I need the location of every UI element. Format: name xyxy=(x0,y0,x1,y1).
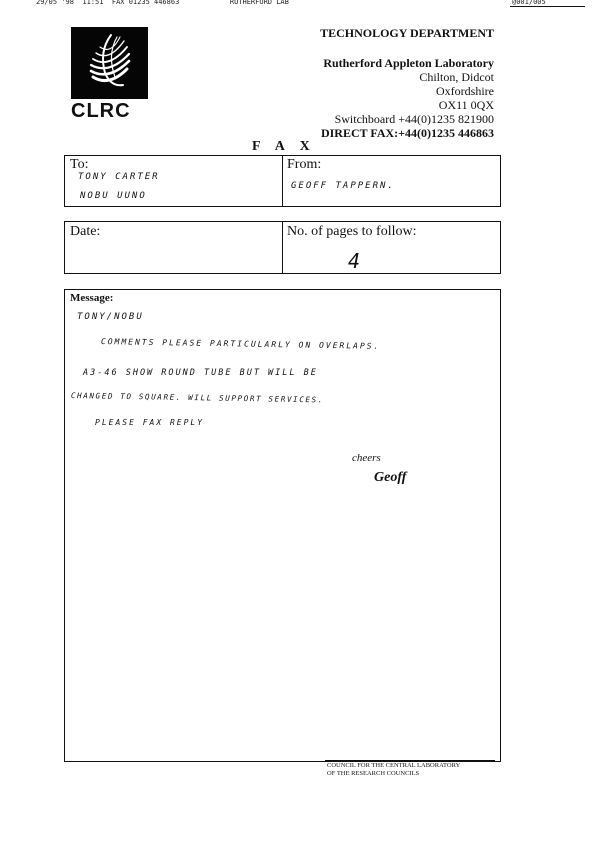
to-recipient-2: NOBU UUNO xyxy=(80,191,147,201)
message-line-4: CHANGED TO SQUARE. WILL SUPPORT SERVICES. xyxy=(70,391,325,405)
message-line-2: COMMENTS PLEASE PARTICULARLY ON OVERLAPS. xyxy=(100,337,381,351)
message-line-3: A3-46 SHOW ROUND TUBE BUT WILL BE xyxy=(83,368,318,378)
message-label: Message: xyxy=(70,292,114,304)
to-recipient-1: TONY CARTER xyxy=(78,172,160,182)
fax-transmission-header: 29/05 '98 11:51 FAX 01235 446863 RUTHERFORD LAB xyxy=(36,0,344,6)
logo-wordmark: CLRC xyxy=(71,100,131,122)
footer-line-1: COUNCIL FOR THE CENTRAL LABORATORY xyxy=(327,762,461,769)
to-from-box xyxy=(64,155,501,207)
address-line-1: Chilton, Didcot xyxy=(419,70,494,84)
message-box xyxy=(64,289,501,762)
pages-label: No. of pages to follow: xyxy=(287,224,417,239)
from-label: From: xyxy=(287,157,322,172)
address-line-2: Oxfordshire xyxy=(436,84,494,98)
from-sender: GEOFF TAPPERN. xyxy=(291,181,395,191)
clrc-logo xyxy=(71,27,148,99)
date-label: Date: xyxy=(70,224,101,239)
footer-line-2: OF THE RESEARCH COUNCILS xyxy=(327,770,420,777)
footer-council-name xyxy=(327,762,460,778)
footer-rule xyxy=(325,760,495,761)
to-label: To: xyxy=(70,157,89,172)
direct-fax-number: DIRECT FAX:+44(0)1235 446863 xyxy=(320,126,494,140)
to-from-divider xyxy=(282,156,283,206)
address-line-3: OX11 0QX xyxy=(438,98,494,112)
message-signoff: cheers xyxy=(352,452,381,464)
fax-page-number: @001/005 xyxy=(512,0,546,6)
fax-title: F A X xyxy=(252,139,316,154)
date-pages-divider xyxy=(282,222,283,273)
department-name: TECHNOLOGY DEPARTMENT xyxy=(320,26,494,40)
message-line-1: TONY/NOBU xyxy=(77,312,144,322)
globe-swirl-icon xyxy=(71,27,148,99)
page-number-underline xyxy=(510,6,585,7)
signature: Geoff xyxy=(374,470,407,485)
switchboard-number: Switchboard +44(0)1235 821900 xyxy=(334,112,494,126)
pages-value: 4 xyxy=(348,249,363,273)
message-line-5: PLEASE FAX REPLY xyxy=(95,418,205,427)
date-pages-box xyxy=(64,221,501,274)
lab-name: Rutherford Appleton Laboratory xyxy=(323,56,494,70)
